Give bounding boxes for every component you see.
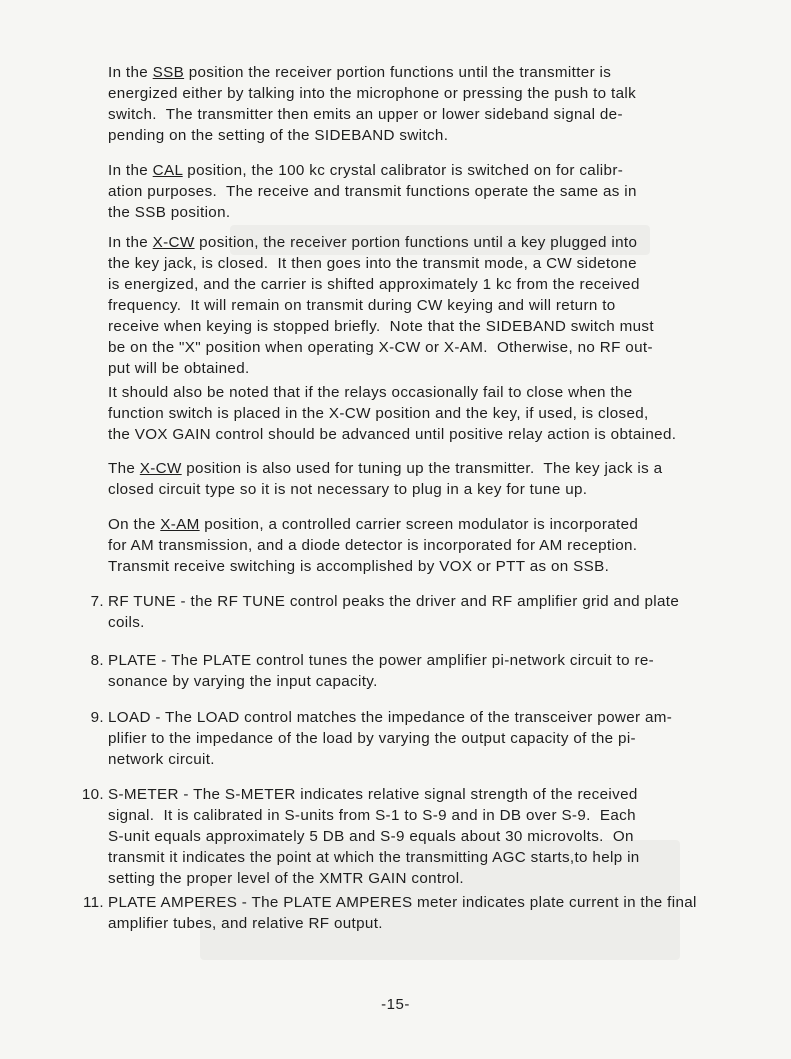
- text-line: Transmit receive switching is accomplished by VOX or PTT as on SSB.: [108, 558, 610, 575]
- text: position the receiver portion functions until the transmitter is: [184, 64, 612, 81]
- text-line: frequency. It will remain on transmit during CW keying and will return to: [108, 297, 616, 314]
- text-line: closed circuit type so it is not necessary to plug in a key for tune up.: [108, 481, 588, 498]
- text: In the: [108, 162, 153, 179]
- text-line: It should also be noted that if the relays occasionally fail to close when the: [108, 384, 633, 401]
- text-line: switch. The transmitter then emits an upper or lower sideband signal de-: [108, 106, 623, 123]
- item-plate: [90, 650, 655, 692]
- text-line: setting the proper level of the XMTR GAIN control.: [108, 870, 464, 887]
- text-line: signal. It is calibrated in S-units from S-1 to S-9 and in DB over S-9. Each: [108, 807, 636, 824]
- term-x-cw: X-CW: [152, 234, 195, 251]
- text-line: PLATE - The PLATE control tunes the power amplifier pi-network circuit to re-: [108, 652, 655, 669]
- text-line: plifier to the impedance of the load by varying the output capacity of the pi-: [108, 730, 636, 747]
- page-number: -15-: [381, 996, 410, 1013]
- text-line: coils.: [108, 614, 145, 631]
- text: In the: [108, 64, 153, 81]
- item-s-meter: [81, 784, 640, 889]
- item-number: 11.: [82, 894, 104, 911]
- item-plate-amperes: [82, 892, 697, 934]
- text: On the: [108, 516, 161, 533]
- text: position, the receiver portion functions until a key plugged into: [194, 234, 638, 251]
- paragraph-cal: [108, 160, 637, 223]
- item-number: 10.: [81, 786, 104, 803]
- text-line: PLATE AMPERES - The PLATE AMPERES meter indicates plate current in the final: [108, 894, 697, 911]
- item-number: 8.: [90, 652, 104, 669]
- text: position is also used for tuning up the transmitter. The key jack is a: [181, 460, 663, 477]
- item-number: 7.: [90, 593, 104, 610]
- term-x-cw: X-CW: [139, 460, 182, 477]
- text: position, a controlled carrier screen modulator is incorporated: [199, 516, 639, 533]
- text-line: pending on the setting of the SIDEBAND switch.: [108, 127, 449, 144]
- term-x-am: X-AM: [160, 516, 200, 533]
- text-line: sonance by varying the input capacity.: [108, 673, 378, 690]
- paragraph-ssb: [108, 62, 636, 146]
- text-line: network circuit.: [108, 751, 215, 768]
- text-line: transmit it indicates the point at which the transmitting AGC starts,to help in: [108, 849, 640, 866]
- text-line: function switch is placed in the X-CW position and the key, if used, is closed,: [108, 405, 649, 422]
- item-number: 9.: [90, 709, 104, 726]
- text-line: LOAD - The LOAD control matches the impedance of the transceiver power am-: [108, 709, 673, 726]
- text-line: energized either by talking into the microphone or pressing the push to talk: [108, 85, 637, 102]
- text-line: RF TUNE - the RF TUNE control peaks the driver and RF amplifier grid and plate: [108, 593, 680, 610]
- item-load: [90, 707, 673, 770]
- text-line: ation purposes. The receive and transmit functions operate the same as in: [108, 183, 637, 200]
- paragraph-tune-up: [108, 458, 662, 500]
- text-line: is energized, and the carrier is shifted approximately 1 kc from the received: [108, 276, 640, 293]
- term-cal: CAL: [152, 162, 183, 179]
- paragraph-relay-note: [108, 382, 676, 445]
- paragraph-x-am: [108, 514, 638, 577]
- text: In the: [108, 234, 153, 251]
- text-line: put will be obtained.: [108, 360, 250, 377]
- text-line: the SSB position.: [108, 204, 231, 221]
- text-line: S-unit equals approximately 5 DB and S-9 equals about 30 microvolts. On: [108, 828, 634, 845]
- text-line: the VOX GAIN control should be advanced until positive relay action is obtained.: [108, 426, 677, 443]
- term-ssb: SSB: [152, 64, 185, 81]
- text-line: for AM transmission, and a diode detector is incorporated for AM reception.: [108, 537, 638, 554]
- text-line: receive when keying is stopped briefly. Note that the SIDEBAND switch must: [108, 318, 654, 335]
- text-line: the key jack, is closed. It then goes into the transmit mode, a CW sidetone: [108, 255, 637, 272]
- text: The: [108, 460, 140, 477]
- item-rf-tune: [90, 591, 680, 633]
- text-line: S-METER - The S-METER indicates relative signal strength of the received: [108, 786, 638, 803]
- text-line: amplifier tubes, and relative RF output.: [108, 915, 383, 932]
- paragraph-x-cw: [108, 232, 654, 379]
- text-line: be on the "X" position when operating X-CW or X-AM. Otherwise, no RF out-: [108, 339, 653, 356]
- text: position, the 100 kc crystal calibrator is switched on for calibr-: [182, 162, 624, 179]
